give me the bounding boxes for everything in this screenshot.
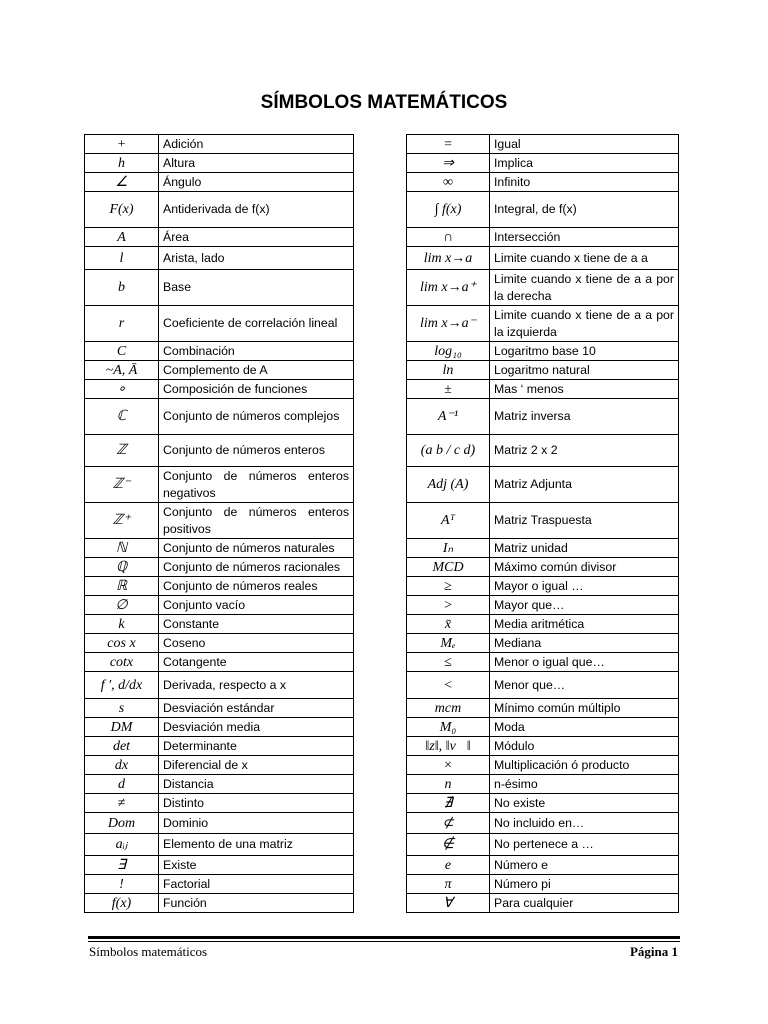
description-cell: Existe xyxy=(159,856,354,875)
table-row xyxy=(407,247,679,270)
symbol-cell: ln xyxy=(407,361,490,380)
description-cell: Intersección xyxy=(490,228,679,247)
table-row xyxy=(85,154,354,173)
symbol-cell: ∄ xyxy=(407,794,490,813)
symbols-table-left xyxy=(84,134,354,913)
table-row xyxy=(407,503,679,539)
description-cell: Área xyxy=(159,228,354,247)
description-cell: Conjunto vacío xyxy=(159,596,354,615)
description-cell: Mediana xyxy=(490,634,679,653)
table-row xyxy=(85,135,354,154)
description-cell: Base xyxy=(159,270,354,306)
description-cell: Menor o igual que… xyxy=(490,653,679,672)
description-cell: Distinto xyxy=(159,794,354,813)
table-row xyxy=(407,653,679,672)
description-cell: Coseno xyxy=(159,634,354,653)
description-cell: Menor que… xyxy=(490,672,679,699)
description-cell: Antiderivada de f(x) xyxy=(159,192,354,228)
table-row xyxy=(85,342,354,361)
symbol-cell: log₁₀ xyxy=(407,342,490,361)
table-row xyxy=(407,154,679,173)
description-cell: Módulo xyxy=(490,737,679,756)
symbol-cell: h xyxy=(85,154,159,173)
table-row xyxy=(407,634,679,653)
description-cell: Factorial xyxy=(159,875,354,894)
symbol-cell: r xyxy=(85,306,159,342)
table-row xyxy=(407,813,679,834)
table-row xyxy=(407,539,679,558)
table-row xyxy=(85,856,354,875)
description-cell: No incluido en… xyxy=(490,813,679,834)
table-row xyxy=(407,228,679,247)
table-row xyxy=(85,813,354,834)
description-cell: Cotangente xyxy=(159,653,354,672)
table-row xyxy=(407,794,679,813)
table-row xyxy=(85,756,354,775)
table-row xyxy=(85,577,354,596)
description-cell: Media aritmética xyxy=(490,615,679,634)
symbol-cell: ℝ xyxy=(85,577,159,596)
symbol-cell: mcm xyxy=(407,699,490,718)
symbol-cell: ∅ xyxy=(85,596,159,615)
table-row xyxy=(85,467,354,503)
table-row xyxy=(407,775,679,794)
symbol-cell: ℤ xyxy=(85,435,159,467)
table-row xyxy=(85,894,354,913)
symbol-cell: < xyxy=(407,672,490,699)
symbol-cell: cotx xyxy=(85,653,159,672)
symbol-cell: ⇒ xyxy=(407,154,490,173)
table-row xyxy=(407,718,679,737)
description-cell: Composición de funciones xyxy=(159,380,354,399)
symbol-cell: ∉ xyxy=(407,834,490,856)
description-cell: Complemento de A xyxy=(159,361,354,380)
symbol-cell: ℤ⁺ xyxy=(85,503,159,539)
description-cell: Matriz Adjunta xyxy=(490,467,679,503)
symbol-cell: lim x→a xyxy=(407,247,490,270)
symbol-cell: A⁻¹ xyxy=(407,399,490,435)
table-row xyxy=(85,247,354,270)
table-row xyxy=(85,875,354,894)
table-row xyxy=(407,435,679,467)
symbol-cell: lim x→a⁺ xyxy=(407,270,490,306)
description-cell: Desviación estándar xyxy=(159,699,354,718)
description-cell: Limite cuando x tiene de a a por la izquierda xyxy=(490,306,679,342)
symbol-cell: f ′, d/dx xyxy=(85,672,159,699)
symbol-cell: π xyxy=(407,875,490,894)
table-row xyxy=(85,361,354,380)
description-cell: Conjunto de números complejos xyxy=(159,399,354,435)
description-cell: Limite cuando x tiene de a a xyxy=(490,247,679,270)
symbol-cell: ℂ xyxy=(85,399,159,435)
symbol-cell: lim x→a⁻ xyxy=(407,306,490,342)
symbol-cell: M₀ xyxy=(407,718,490,737)
description-cell: Combinación xyxy=(159,342,354,361)
symbol-cell: MCD xyxy=(407,558,490,577)
table-row xyxy=(85,228,354,247)
table-row xyxy=(85,399,354,435)
table-row xyxy=(407,380,679,399)
table-row xyxy=(85,435,354,467)
symbol-cell: ≠ xyxy=(85,794,159,813)
symbol-cell: x̄ xyxy=(407,615,490,634)
symbol-cell: ± xyxy=(407,380,490,399)
description-cell: n-ésimo xyxy=(490,775,679,794)
symbol-cell: ℕ xyxy=(85,539,159,558)
description-cell: Desviación media xyxy=(159,718,354,737)
table-row xyxy=(407,856,679,875)
symbol-cell: l xyxy=(85,247,159,270)
description-cell: Moda xyxy=(490,718,679,737)
description-cell: Mas ‘ menos xyxy=(490,380,679,399)
table-row xyxy=(85,558,354,577)
symbol-cell: ≤ xyxy=(407,653,490,672)
symbol-cell: Dom xyxy=(85,813,159,834)
symbol-cell: ℚ xyxy=(85,558,159,577)
description-cell: Logaritmo base 10 xyxy=(490,342,679,361)
table-row xyxy=(85,380,354,399)
table-row xyxy=(407,361,679,380)
table-row xyxy=(85,306,354,342)
symbol-cell: ∀ xyxy=(407,894,490,913)
description-cell: Altura xyxy=(159,154,354,173)
symbol-cell: aᵢⱼ xyxy=(85,834,159,856)
footer-rule-thin xyxy=(88,941,680,942)
symbol-cell: > xyxy=(407,596,490,615)
description-cell: Elemento de una matriz xyxy=(159,834,354,856)
table-row xyxy=(407,467,679,503)
table-row xyxy=(85,270,354,306)
description-cell: Conjunto de números racionales xyxy=(159,558,354,577)
table-row xyxy=(85,596,354,615)
symbols-table-right xyxy=(406,134,679,913)
symbol-cell: ! xyxy=(85,875,159,894)
table-row xyxy=(407,834,679,856)
table-row xyxy=(407,342,679,361)
description-cell: Matriz inversa xyxy=(490,399,679,435)
table-row xyxy=(85,634,354,653)
description-cell: Derivada, respecto a x xyxy=(159,672,354,699)
symbol-cell: dx xyxy=(85,756,159,775)
table-row xyxy=(85,173,354,192)
description-cell: Igual xyxy=(490,135,679,154)
table-row xyxy=(85,503,354,539)
symbol-cell: cos x xyxy=(85,634,159,653)
description-cell: Coeficiente de correlación lineal xyxy=(159,306,354,342)
table-row xyxy=(407,596,679,615)
description-cell: Para cualquier xyxy=(490,894,679,913)
description-cell: Conjunto de números reales xyxy=(159,577,354,596)
symbol-cell: f(x) xyxy=(85,894,159,913)
symbol-cell: s xyxy=(85,699,159,718)
symbol-cell: Mₑ xyxy=(407,634,490,653)
description-cell: Implica xyxy=(490,154,679,173)
description-cell: Matriz Traspuesta xyxy=(490,503,679,539)
description-cell: Constante xyxy=(159,615,354,634)
symbol-cell: ∃ xyxy=(85,856,159,875)
description-cell: Número e xyxy=(490,856,679,875)
table-row xyxy=(407,875,679,894)
symbol-cell: Aᵀ xyxy=(407,503,490,539)
symbol-cell: ∠ xyxy=(85,173,159,192)
symbol-cell: ∘ xyxy=(85,380,159,399)
table-row xyxy=(407,672,679,699)
symbol-cell: + xyxy=(85,135,159,154)
table-row xyxy=(407,615,679,634)
table-row xyxy=(407,399,679,435)
description-cell: Integral, de f(x) xyxy=(490,192,679,228)
description-cell: Mayor que… xyxy=(490,596,679,615)
symbol-cell: A xyxy=(85,228,159,247)
table-row xyxy=(85,192,354,228)
table-row xyxy=(85,672,354,699)
symbol-cell: d xyxy=(85,775,159,794)
table-row xyxy=(407,173,679,192)
symbol-cell: F(x) xyxy=(85,192,159,228)
description-cell: Multiplicación ó producto xyxy=(490,756,679,775)
symbol-cell: DM xyxy=(85,718,159,737)
table-row xyxy=(407,306,679,342)
symbol-cell: (a b / c d) xyxy=(407,435,490,467)
symbol-cell: = xyxy=(407,135,490,154)
table-row xyxy=(85,653,354,672)
table-row xyxy=(407,270,679,306)
symbol-cell: ℤ⁻ xyxy=(85,467,159,503)
symbol-cell: det xyxy=(85,737,159,756)
table-row xyxy=(407,577,679,596)
table-row xyxy=(407,192,679,228)
description-cell: Función xyxy=(159,894,354,913)
symbol-cell: ⊄ xyxy=(407,813,490,834)
symbol-cell: ∩ xyxy=(407,228,490,247)
symbol-cell: k xyxy=(85,615,159,634)
description-cell: Conjunto de números enteros negativos xyxy=(159,467,354,503)
table-row xyxy=(85,699,354,718)
symbol-cell: b xyxy=(85,270,159,306)
symbol-cell: e xyxy=(407,856,490,875)
symbol-cell: ∫ f(x) xyxy=(407,192,490,228)
symbol-cell: ~A, Ā xyxy=(85,361,159,380)
description-cell: No existe xyxy=(490,794,679,813)
description-cell: No pertenece a … xyxy=(490,834,679,856)
footer-rule-thick xyxy=(88,936,680,939)
description-cell: Conjunto de números enteros positivos xyxy=(159,503,354,539)
table-row xyxy=(407,737,679,756)
footer-document-title: Símbolos matemáticos xyxy=(89,944,208,959)
table-row xyxy=(85,737,354,756)
table-row xyxy=(85,834,354,856)
symbol-cell: ≥ xyxy=(407,577,490,596)
description-cell: Dominio xyxy=(159,813,354,834)
footer-page-number: Página 1 xyxy=(629,944,678,959)
table-row xyxy=(407,135,679,154)
description-cell: Diferencial de x xyxy=(159,756,354,775)
description-cell: Determinante xyxy=(159,737,354,756)
table-row xyxy=(85,718,354,737)
description-cell: Máximo común divisor xyxy=(490,558,679,577)
description-cell: Limite cuando x tiene de a a por la derecha xyxy=(490,270,679,306)
table-row xyxy=(407,756,679,775)
page-title: SÍMBOLOS MATEMÁTICOS xyxy=(260,92,508,113)
description-cell: Adición xyxy=(159,135,354,154)
table-row xyxy=(407,558,679,577)
description-cell: Número pi xyxy=(490,875,679,894)
description-cell: Matriz unidad xyxy=(490,539,679,558)
description-cell: Ángulo xyxy=(159,173,354,192)
symbol-cell: × xyxy=(407,756,490,775)
description-cell: Infinito xyxy=(490,173,679,192)
symbol-cell: C xyxy=(85,342,159,361)
description-cell: Arista, lado xyxy=(159,247,354,270)
symbol-cell: n xyxy=(407,775,490,794)
description-cell: Matriz 2 x 2 xyxy=(490,435,679,467)
symbol-cell: ∞ xyxy=(407,173,490,192)
description-cell: Mayor o igual … xyxy=(490,577,679,596)
description-cell: Conjunto de números naturales xyxy=(159,539,354,558)
table-row xyxy=(85,539,354,558)
table-row xyxy=(407,894,679,913)
table-row xyxy=(85,775,354,794)
description-cell: Mínimo común múltiplo xyxy=(490,699,679,718)
description-cell: Logaritmo natural xyxy=(490,361,679,380)
table-row xyxy=(407,699,679,718)
symbol-cell: ‖z‖, ‖v⃗‖ xyxy=(407,737,490,756)
table-row xyxy=(85,615,354,634)
symbol-cell: Iₙ xyxy=(407,539,490,558)
table-row xyxy=(85,794,354,813)
symbol-cell: Adj (A) xyxy=(407,467,490,503)
description-cell: Distancia xyxy=(159,775,354,794)
description-cell: Conjunto de números enteros xyxy=(159,435,354,467)
